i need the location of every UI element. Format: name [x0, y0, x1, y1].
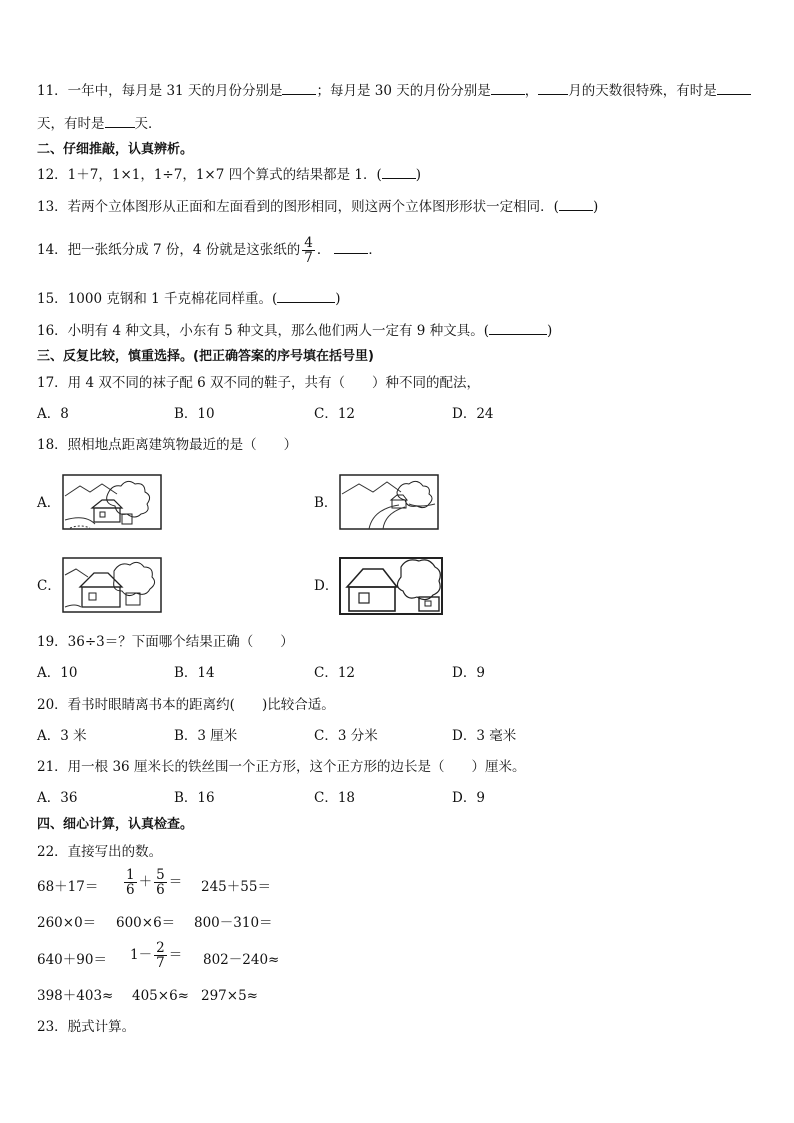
q11-line2a: 天，有时是 — [37, 116, 105, 132]
q14-period: ． — [316, 242, 331, 258]
question-11-line-1 — [37, 82, 751, 100]
q20-option-d[interactable]: D．3 毫米 — [452, 728, 517, 744]
q21-option-a[interactable]: A．36 — [37, 790, 78, 806]
q20-option-b[interactable]: B．3 厘米 — [174, 728, 238, 744]
q16-close: ) — [546, 323, 553, 339]
photo-c-image[interactable] — [62, 557, 162, 613]
q11-line2b: 天． — [134, 116, 162, 132]
fraction-denominator: 6 — [156, 882, 165, 898]
question-15 — [37, 290, 341, 308]
calc-802-minus-240: 802－240≈ — [203, 952, 280, 968]
answer-blank[interactable] — [717, 82, 751, 95]
answer-blank[interactable] — [277, 290, 335, 303]
fraction-1-6 — [124, 868, 137, 897]
q14-end-dot: ． — [368, 242, 382, 258]
calc-1-minus-fraction — [130, 941, 182, 970]
photo-b-image[interactable] — [339, 474, 439, 530]
answer-blank[interactable] — [491, 82, 525, 95]
q13-text: 13．若两个立体图形从正面和左面看到的图形相同，则这两个立体图形形状一定相同．( — [37, 199, 559, 215]
q18-label-b[interactable]: B． — [314, 495, 338, 511]
q12-close: ) — [415, 167, 422, 183]
question-14 — [37, 236, 382, 265]
calc-260-times-0: 260×0＝ — [37, 915, 97, 931]
photo-d-image[interactable] — [339, 557, 443, 615]
q11-part3: ， — [524, 83, 539, 99]
section-4-heading: 四、细心计算，认真检查。 — [37, 817, 194, 832]
question-20: 20．看书时眼睛离书本的距离约( )比较合适。 — [37, 697, 335, 713]
answer-blank[interactable] — [334, 241, 368, 254]
calc-245-plus-55: 245＋55＝ — [201, 879, 271, 895]
question-22: 22．直接写出的数。 — [37, 844, 163, 860]
question-17: 17．用 4 双不同的袜子配 6 双不同的鞋子，共有（ ）种不同的配法， — [37, 375, 481, 391]
plus-sign: ＋ — [138, 874, 153, 890]
fraction-5-6 — [154, 868, 167, 897]
q11-part2: ；每月是 30 天的月份分别是 — [316, 83, 491, 99]
fraction-denominator: 6 — [126, 882, 135, 898]
calc-297-times-5: 297×5≈ — [201, 988, 258, 1004]
fraction-4-7 — [302, 236, 315, 265]
q14-text: 14．把一张纸分成 7 份，4 份就是这张纸的 — [37, 242, 301, 258]
q19-option-c[interactable]: C．12 — [314, 665, 356, 681]
equals-sign: ＝ — [168, 874, 183, 890]
question-12 — [37, 166, 421, 184]
calc-fraction-sum — [122, 868, 182, 897]
calc-405-times-6: 405×6≈ — [132, 988, 189, 1004]
q18-label-c[interactable]: C． — [37, 578, 61, 594]
section-3-heading: 三、反复比较，慎重选择。(把正确答案的序号填在括号里) — [37, 349, 374, 364]
question-23: 23．脱式计算。 — [37, 1019, 136, 1035]
calc-800-minus-310: 800－310＝ — [194, 915, 273, 931]
fraction-numerator: 5 — [156, 867, 165, 883]
q15-close: ) — [335, 291, 341, 307]
q15-text: 15．1000 克钢和 1 千克棉花同样重。( — [37, 291, 278, 307]
one-minus: 1－ — [130, 947, 153, 963]
q21-option-c[interactable]: C．18 — [314, 790, 356, 806]
q17-option-c[interactable]: C．12 — [314, 406, 356, 422]
calc-600-times-6: 600×6＝ — [116, 915, 176, 931]
calc-398-plus-403: 398＋403≈ — [37, 988, 114, 1004]
q20-option-a[interactable]: A．3 米 — [37, 728, 87, 744]
fraction-denominator: 7 — [156, 955, 165, 971]
q11-part1: 11．一年中，每月是 31 天的月份分别是 — [37, 83, 283, 99]
section-2-heading: 二、仔细推敲，认真辨析。 — [37, 142, 194, 157]
q18-label-d[interactable]: D． — [314, 578, 339, 594]
q16-text: 16．小明有 4 种文具，小东有 5 种文具，那么他们两人一定有 9 种文具。( — [37, 323, 489, 339]
q17-option-d[interactable]: D．24 — [452, 406, 494, 422]
q19-option-d[interactable]: D．9 — [452, 665, 485, 681]
fraction-numerator: 1 — [126, 867, 135, 883]
q13-close: ) — [592, 199, 599, 215]
q12-text: 12．1＋7，1×1，1÷7，1×7 四个算式的结果都是 1．( — [37, 167, 382, 183]
answer-blank[interactable] — [105, 115, 135, 128]
q19-option-a[interactable]: A．10 — [37, 665, 78, 681]
q17-option-a[interactable]: A．8 — [37, 406, 69, 422]
calc-68-plus-17: 68＋17＝ — [37, 879, 99, 895]
fraction-2-7 — [154, 941, 167, 970]
question-18: 18．照相地点距离建筑物最近的是（ ） — [37, 437, 298, 453]
q17-option-b[interactable]: B．10 — [174, 406, 215, 422]
answer-blank[interactable] — [489, 322, 547, 335]
question-21: 21．用一根 36 厘米长的铁丝围一个正方形，这个正方形的边长是（ ）厘米。 — [37, 759, 526, 775]
q18-label-a[interactable]: A． — [37, 495, 61, 511]
q21-option-b[interactable]: B．16 — [174, 790, 215, 806]
question-13 — [37, 198, 598, 216]
question-19: 19．36÷3＝？下面哪个结果正确（ ） — [37, 634, 294, 650]
photo-a-image[interactable] — [62, 474, 162, 530]
calc-640-plus-90: 640＋90＝ — [37, 952, 107, 968]
fraction-numerator: 4 — [304, 235, 313, 251]
fraction-denominator: 7 — [304, 250, 313, 266]
q11-part4: 月的天数很特殊，有时是 — [568, 83, 717, 99]
q20-option-c[interactable]: C．3 分米 — [314, 728, 378, 744]
q21-option-d[interactable]: D．9 — [452, 790, 485, 806]
question-16 — [37, 322, 552, 340]
q19-option-b[interactable]: B．14 — [174, 665, 215, 681]
answer-blank[interactable] — [538, 82, 568, 95]
answer-blank[interactable] — [382, 166, 416, 179]
answer-blank[interactable] — [559, 198, 593, 211]
equals-sign: ＝ — [168, 947, 183, 963]
answer-blank[interactable] — [282, 82, 316, 95]
question-11-line-2 — [37, 115, 162, 133]
fraction-numerator: 2 — [156, 940, 165, 956]
